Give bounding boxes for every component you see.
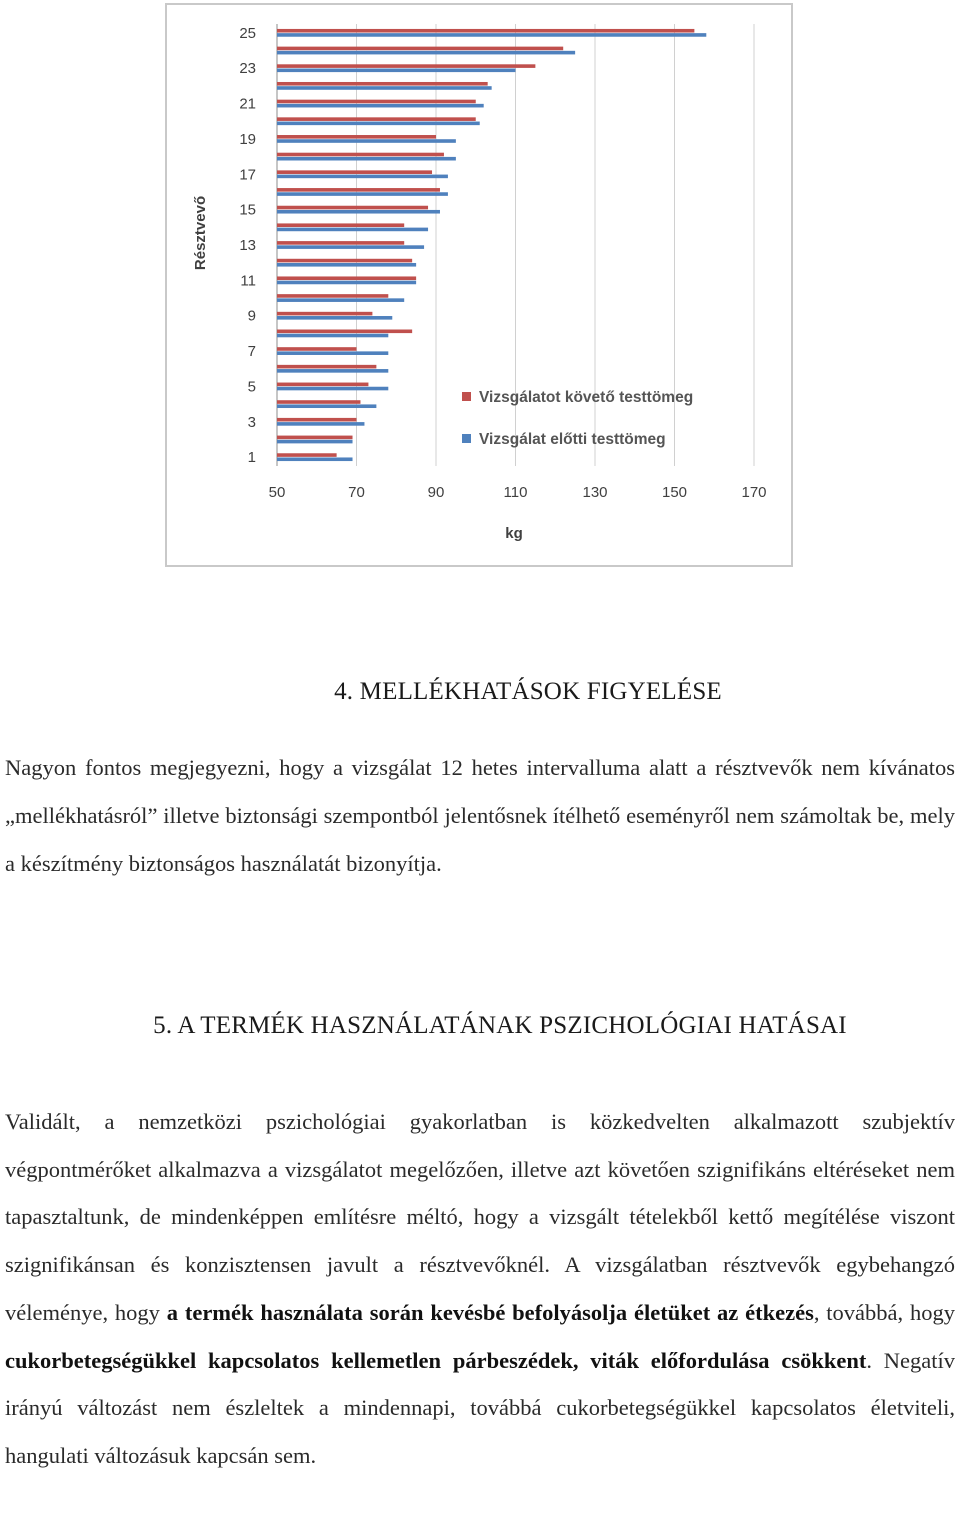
bar-after-2 [277, 436, 353, 440]
bar-before-19 [277, 139, 456, 143]
bar-before-25 [277, 33, 706, 37]
bar-before-11 [277, 281, 416, 285]
bar-after-6 [277, 365, 376, 369]
bar-after-21 [277, 100, 476, 104]
section-5-paragraph [5, 1098, 955, 1480]
bar-after-18 [277, 153, 444, 157]
x-tick-label: 70 [348, 484, 365, 501]
bar-before-4 [277, 404, 376, 408]
x-tick-label: 110 [503, 484, 528, 501]
bar-after-10 [277, 294, 388, 298]
bar-before-20 [277, 122, 480, 126]
bar-before-8 [277, 334, 388, 338]
bar-after-1 [277, 453, 337, 457]
section-5-text-3: . Negatív irányú változást nem észleltek a mindennapi, továbbá cukorbetegségükkel kapcsolatos életviteli, hangulati változásuk kapcsán sem. [5, 1347, 955, 1468]
bar-before-22 [277, 86, 492, 90]
y-tick-label: 13 [239, 237, 256, 254]
bar-before-18 [277, 157, 456, 161]
bar-before-14 [277, 228, 428, 232]
bar-after-11 [277, 276, 416, 280]
y-tick-label: 5 [247, 378, 256, 396]
bar-before-24 [277, 51, 575, 55]
bar-before-13 [277, 245, 424, 249]
bar-after-23 [277, 64, 535, 68]
bar-after-4 [277, 400, 360, 404]
bar-before-6 [277, 369, 388, 373]
bar-before-23 [277, 69, 516, 73]
bar-after-24 [277, 47, 563, 51]
bar-after-20 [277, 117, 476, 121]
bar-after-15 [277, 206, 428, 210]
legend-label: Vizsgálat előtti testtömeg [479, 431, 666, 448]
bar-before-3 [277, 422, 364, 426]
section-5-heading: 5. A TERMÉK HASZNÁLATÁNAK PSZICHOLÓGIAI HATÁSAI [153, 1012, 847, 1039]
bar-before-15 [277, 210, 440, 214]
bar-after-8 [277, 330, 412, 334]
section-4-heading: 4. MELLÉKHATÁSOK FIGYELÉSE [334, 678, 722, 705]
legend-swatch [462, 434, 471, 443]
bar-before-9 [277, 316, 392, 320]
bar-before-2 [277, 440, 353, 444]
bar-after-19 [277, 135, 436, 139]
y-tick-label: 7 [247, 343, 256, 361]
y-tick-label: 21 [239, 95, 256, 113]
bar-after-25 [277, 29, 694, 33]
y-tick-label: 23 [239, 60, 256, 78]
bar-before-21 [277, 104, 484, 108]
x-tick-label: 90 [427, 484, 445, 501]
y-tick-label: 3 [247, 413, 256, 431]
bar-after-3 [277, 418, 357, 422]
x-tick-label: 130 [582, 484, 608, 501]
bar-before-10 [277, 298, 404, 302]
section-4-paragraph: Nagyon fontos megjegyezni, hogy a vizsgálat 12 hetes intervalluma alatt a résztvevők nem kívánatos „mellékhatásról” illetve biztonsági szempontból jelentősnek ítélhető eseményről nem számoltak be, mely a készítmény biztonságos használatát bizonyítja. [5, 755, 955, 876]
section-5-bold-2: cukorbetegségükkel kapcsolatos kellemetlen párbeszédek, viták előfordulása csökkent [5, 1347, 867, 1373]
bar-before-1 [277, 457, 353, 461]
section-5-text-2: , továbbá, hogy [813, 1299, 955, 1325]
y-tick-label: 17 [239, 166, 256, 184]
bar-before-7 [277, 351, 388, 355]
weight-bar-chart [0, 0, 960, 600]
x-tick-label: 50 [268, 484, 286, 501]
bar-before-16 [277, 192, 448, 196]
y-tick-label: 1 [247, 449, 256, 467]
bar-before-17 [277, 175, 448, 179]
section-5-bold-1: a termék használata során kevésbé befolyásolja életüket az étkezés [166, 1299, 814, 1325]
bar-after-14 [277, 223, 404, 227]
bar-after-5 [277, 383, 368, 387]
bar-after-17 [277, 170, 432, 174]
bar-after-12 [277, 259, 412, 263]
bar-after-22 [277, 82, 488, 86]
y-tick-label: 9 [247, 307, 256, 325]
legend-swatch [462, 392, 471, 401]
y-axis-title: Résztvevő [192, 195, 209, 271]
y-tick-label: 25 [239, 24, 256, 42]
bar-after-16 [277, 188, 440, 192]
bar-after-9 [277, 312, 372, 316]
bar-after-7 [277, 347, 357, 351]
x-axis-title: kg [505, 525, 523, 542]
y-tick-label: 19 [239, 130, 256, 148]
x-tick-label: 150 [661, 484, 688, 501]
section-5-text-1: Validált, a nemzetközi pszichológiai gyakorlatban is közkedvelten alkalmazott szubjektív végpontmérőket alkalmazva a vizsgálatot megelőzően, illetve azt követően szignifikáns eltéréseket nem tapasztaltunk, de mindenképpen említésre méltó, hogy a vizsgált tételekből kettő megítélése viszont szignifikánsan és konzisztensen javult a résztvevőknél. A vizsgálatban résztvevők egybehangzó véleménye, hogy [5, 1109, 955, 1325]
bar-after-13 [277, 241, 404, 245]
y-tick-label: 11 [240, 272, 256, 290]
y-tick-label: 15 [239, 201, 256, 219]
bar-before-12 [277, 263, 416, 267]
legend-label: Vizsgálatot követő testtömeg [479, 389, 694, 406]
x-tick-label: 170 [741, 484, 767, 501]
bar-before-5 [277, 387, 388, 391]
